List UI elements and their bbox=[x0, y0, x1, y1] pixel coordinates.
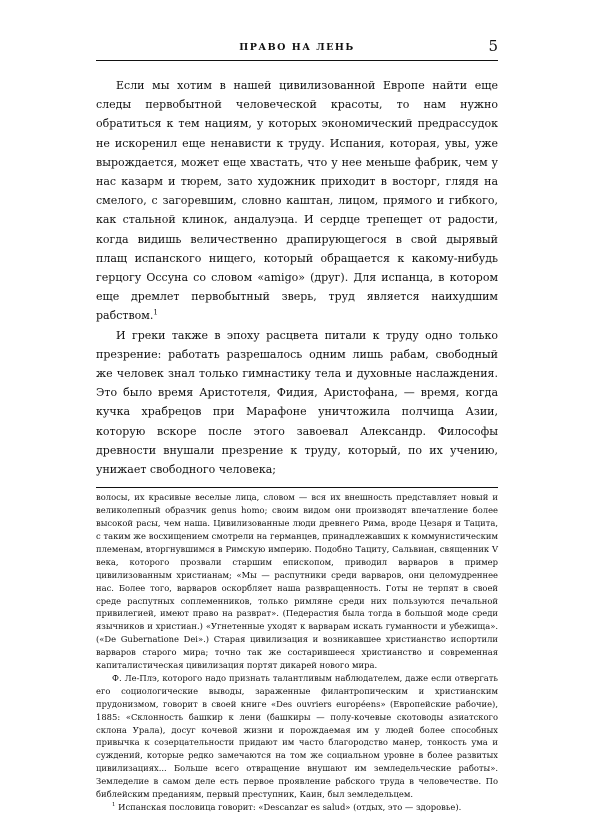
page-header bbox=[96, 36, 498, 61]
footnote-1-text: Испанская пословица говорит: «Descanzar es salud» (отдых, это — здоровье). bbox=[118, 802, 462, 813]
footnote-1 bbox=[96, 801, 498, 814]
paragraph: И греки также в эпоху расцвета питали к труду одно только презрение: работать разрешалось одним лишь рабам, свободный же человек знал только гимнастику тела и духовные наслаждения. Это было время Аристотеля, Фидия, Аристофана, — время, когда кучка храбрецов при Марафоне уничтожила полчища Азии, которую вскоре после этого завоевал Александр. Философы древности внушали презрение к труду, который, по их учению, унижает свободного человека; bbox=[96, 328, 498, 477]
running-title: ПРАВО НА ЛЕНЬ bbox=[239, 42, 355, 53]
footnotes bbox=[96, 491, 498, 814]
footnote-marker: 1 bbox=[112, 802, 116, 809]
footnote-le-play: Ф. Ле-Плэ, которого надо признать талантливым наблюдателем, даже если отвергать его социологические выводы, зараженные филантропическим и христианским прудонизмом, говорит в своей книге «Des ouvriers européens» (Европейские рабочие), 1885: «Склонность башкир к лени (башкиры — полу-кочевые скотоводы азиатского склона Урала), досуг кочевой жизни и порождаемая им у людей более способных привычка к созерцательности придают им часто благородство манер, тонкость ума и суждений, которые редко замечаются на том же социальном уровне в более развитых цивилизациях... Больше всего отвращение внушают им земледельческие работы». Земледелие в самом деле есть первое проявление рабского труда в человечестве. По библейским преданиям, первый преступник, Каин, был земледельцем. bbox=[96, 672, 498, 800]
footnote-separator bbox=[96, 487, 498, 488]
main-text bbox=[96, 76, 498, 479]
page-number: 5 bbox=[488, 37, 498, 55]
paragraph-text: Если мы хотим в нашей цивилизованной Европе найти еще следы первобытной человеческой красоты, то нам нужно обратиться к тем нациям, у которых экономический предрассудок не искоренил еще ненависти к труду. Испания, которая, увы, уже вырождается, может еще хвастать, что у нее меньше фабрик, чем у нас казарм и тюрем, зато художник приходит в восторг, глядя на смелого, с загоревшим, словно каштан, лицом, прямого и гибкого, как стальной клинок, андалуэца. И сердце трепещет от радости, когда видишь величественно драпирующегося в свой дырявый плащ испанского нищего, который обращается к какому-нибудь герцогу Оссуна со словом «amigo» (друг). Для испанца, в котором еще дремлет первобытный зверь, труд является наихудшим рабством. bbox=[96, 79, 498, 323]
book-page bbox=[96, 36, 498, 814]
footnote-continued: волосы, их красивые веселые лица, словом — вся их внешность представляет новый и великолепный образчик genus homo; своим видом они производят впечатление более высокой расы, чем наша. Цивилизованные люди древнего Рима, вроде Цезаря и Тацита, с таким же восхищением смотрели на германцев, принадлежавших к коммунистическим племенам, вторгнувшимся в Римскую империю. Подобно Тациту, Сальвиан, священник V века, которого прозвали старшим епископом, приводил варваров в пример цивилизованным христианам; «Мы — распутники среди варваров, они целомудреннее нас. Более того, варваров оскорбляет наша развращенность. Готы не терпят в своей среде распутных соплеменников, только римляне среди них пользуются печальной привилегией, имеют право на разврат». (Педерастия была тогда в большой моде среди язычников и христиан.) «Угнетенные уходят к варварам искать гуманности и убежища». («De Gubernatione Dei».) Старая цивилизация и возникавшее христианство испортили варваров старого мира; точно так же состарившееся христианство и современная капиталистическая цивилизация портят дикарей нового мира. bbox=[96, 492, 498, 671]
footnote-reference[interactable]: 1 bbox=[153, 307, 158, 317]
paragraph bbox=[96, 76, 498, 326]
